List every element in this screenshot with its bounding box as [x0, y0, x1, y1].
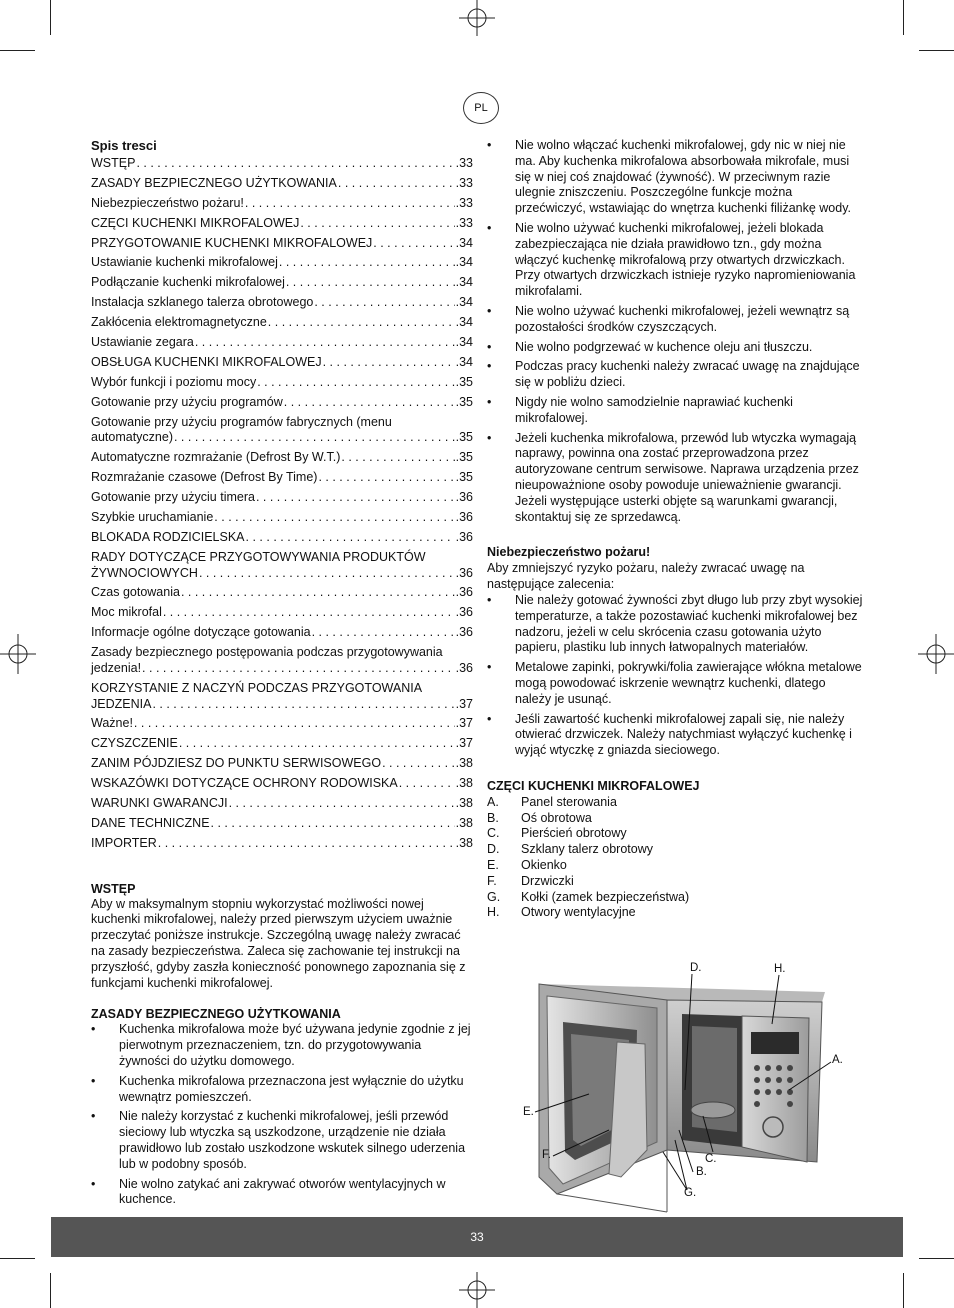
toc-dot-leader — [399, 776, 455, 792]
toc-entry-label: Podłączanie kuchenki mikrofalowej — [91, 275, 285, 290]
toc-dot-leader — [199, 566, 455, 582]
list-item: B. Oś obrotowa — [487, 810, 592, 825]
toc-entry — [91, 585, 473, 601]
toc-entry — [91, 355, 473, 371]
toc-entry-label-line: Zasady bezpiecznego postępowania podczas przygotowywania — [91, 645, 443, 660]
toc-entry-page: .34 — [455, 255, 473, 270]
toc-entry-label: DANE TECHNICZNE — [91, 815, 210, 830]
toc-entry-page: .35 — [455, 430, 473, 445]
toc-entry-label: WSKAZÓWKI DOTYCZĄCE OCHRONY RODOWISKA — [91, 776, 398, 791]
toc-entry-page: .36 — [455, 585, 473, 600]
toc-entry-page: .38 — [455, 815, 473, 830]
toc-dot-leader — [174, 430, 455, 446]
toc-entry-page: .35 — [455, 394, 473, 409]
toc-dot-leader — [152, 697, 454, 713]
toc-dot-leader — [284, 395, 455, 411]
left-column — [91, 138, 473, 1212]
toc-dot-leader — [179, 736, 455, 752]
toc-entry-page: .33 — [455, 215, 473, 230]
fire-list — [487, 593, 863, 759]
microwave-figure — [517, 962, 857, 1217]
toc-entry-page: .36 — [455, 490, 473, 505]
toc-entry-label: Moc mikrofal — [91, 605, 162, 620]
intro-heading: WSTĘP — [91, 881, 136, 896]
toc-entry-page: .33 — [455, 195, 473, 210]
toc-entry-page: .38 — [455, 796, 473, 811]
crop-mark — [919, 50, 954, 51]
list-item: • Nigdy nie wolno samodzielnie naprawiać kuchenki mikrofalowej. — [487, 394, 793, 425]
toc-entry — [91, 216, 473, 232]
toc-entry-label: Instalacja szklanego talerza obrotowego — [91, 295, 314, 310]
registration-mark-left — [0, 634, 38, 674]
toc-dot-leader — [382, 756, 455, 772]
crop-mark — [0, 50, 35, 51]
toc-entry-label-line: RADY DOTYCZĄCE PRZYGOTOWYWANIA PRODUKTÓW — [91, 549, 426, 564]
toc-entry-page: .37 — [455, 696, 473, 711]
right-column — [487, 138, 863, 921]
toc-entry-label: Ustawianie kuchenki mikrofalowej — [91, 255, 278, 270]
crop-mark — [0, 1258, 35, 1259]
list-item: • Jeśli zawartość kuchenki mikrofalowej zapali się, nie należy otwierać drzwiczek. Należy natychmiast wyłączyć kuchenkę i wyjąć wtyczkę z gniazda sieciowego. — [487, 711, 852, 758]
toc-dot-leader — [136, 156, 454, 172]
toc-entry — [91, 510, 473, 526]
list-item: • Nie wolno podgrzewać w kuchence oleju ani tłuszczu. — [487, 339, 813, 354]
toc-entry-label: jedzenia! — [91, 660, 142, 675]
crop-mark — [50, 1273, 51, 1308]
toc-entry-page: .37 — [455, 736, 473, 751]
crop-mark — [50, 0, 51, 35]
toc-entry-label: Wybór funkcji i poziomu mocy — [91, 374, 257, 389]
toc-entry-page: .38 — [455, 776, 473, 791]
toc-entry-page: .33 — [455, 175, 473, 190]
toc-entry — [91, 196, 473, 212]
list-item: D. Szklany talerz obrotowy — [487, 842, 654, 857]
toc-entry-page: .36 — [455, 509, 473, 524]
toc-entry-label: Ważne! — [91, 716, 133, 731]
list-item: E. Okienko — [487, 858, 567, 873]
toc-entry-page: .34 — [455, 275, 473, 290]
toc-entry-label: CZYSZCZENIE — [91, 736, 178, 751]
toc-dot-leader — [268, 315, 455, 331]
toc-entry-page: .34 — [455, 335, 473, 350]
page-number: 33 — [470, 1230, 484, 1244]
toc-entry-page: .36 — [455, 565, 473, 580]
toc-dot-leader — [323, 355, 455, 371]
toc-entry — [91, 550, 473, 582]
toc-entry-label: Zakłócenia elektromagnetyczne — [91, 315, 267, 330]
list-item: • Nie należy korzystać z kuchenki mikrofalowej, jeśli przewód sieciowy lub wtyczka są uszkodzone, urządzenie nie działa prawidłowo lub zostało uszkodzone wskutek silnego uderzenia lub w podobny sposób. — [91, 1109, 466, 1171]
list-item: • Nie wolno włączać kuchenki mikrofalowej, gdy nic w niej nie ma. Aby kuchenka mikrofalowa absorbowała mikrofale, musi się w niej coś znajdować (żywność). W przeciwnym razie ulegnie zniszczeniu. Poszczególne funkcje można przećwiczyć, wstawiając do wnętrza kuchenki filiżankę wody. — [487, 138, 852, 216]
parts-heading: CZĘCI KUCHENKI MIKROFALOWEJ — [487, 778, 700, 793]
toc-entry-label: automatyczne) — [91, 430, 173, 445]
intro-text: Aby w maksymalnym stopniu wykorzystać możliwości nowej kuchenki mikrofalowej, należy przed pierwszym użyciem uważnie przeczytać poniższe instrukcje. Szczególną uwagę należy zwracać na zasady bezpieczeństwa. Zaleca się zachowanie tej instrukcji na przyszłość, gdyby zaszła konieczność ponownego zapoznania się z funkcjami kuchenki mikrofalowej. — [91, 896, 466, 990]
list-item: H. Otwory wentylacyjne — [487, 905, 636, 920]
table-of-contents — [91, 156, 473, 852]
toc-entry-page: .38 — [455, 756, 473, 771]
toc-entry-label: PRZYGOTOWANIE KUCHENKI MIKROFALOWEJ — [91, 235, 373, 250]
toc-dot-leader — [373, 236, 454, 252]
toc-dot-leader — [181, 585, 455, 601]
toc-entry-label: ŻYWNOCIOWYCH — [91, 565, 198, 580]
toc-entry-page: .33 — [455, 156, 473, 170]
figure-label-f: F. — [542, 1149, 551, 1161]
toc-entry-label: Ustawianie zegara — [91, 335, 194, 350]
toc-entry-page: .36 — [455, 529, 473, 544]
toc-entry-label: Informacje ogólne dotyczące gotowania — [91, 625, 311, 640]
toc-entry-label: WARUNKI GWARANCJI — [91, 796, 228, 811]
toc-entry-page: .35 — [455, 450, 473, 465]
toc-entry-label: Gotowanie przy użyciu timera — [91, 490, 255, 505]
toc-dot-leader — [195, 335, 455, 351]
toc-entry-page: .34 — [455, 295, 473, 310]
toc-entry — [91, 530, 473, 546]
toc-dot-leader — [341, 450, 454, 466]
toc-entry — [91, 176, 473, 192]
toc-entry-label: WSTĘP — [91, 156, 136, 170]
figure-label-e: E. — [523, 1106, 534, 1118]
microwave-illustration — [517, 962, 857, 1217]
toc-dot-leader — [314, 295, 454, 311]
list-item: • Metalowe zapinki, pokrywki/folia zawierające włókna metalowe mogą powodować iskrzenie wewnątrz kuchenki, dlatego należy je usunąć. — [487, 660, 862, 706]
toc-entry — [91, 275, 473, 291]
list-item: • Jeżeli kuchenka mikrofalowa, przewód lub wtyczka wymagają naprawy, powinna ona zostać przeprowadzona przez autoryzowane centrum serwisowe. Naprawa urządzenia przez nieupoważnione osoby powoduje unieważnienie gwarancji. Jeżeli występujące usterki objęte są warunkami gwarancji, skontaktuj się ze sprzedawcą. — [487, 430, 859, 524]
list-item: C. Pierścień obrotowy — [487, 826, 627, 841]
toc-dot-leader — [142, 661, 455, 677]
crop-mark — [903, 1273, 904, 1308]
toc-entry — [91, 255, 473, 271]
toc-dot-leader — [286, 275, 455, 291]
toc-dot-leader — [214, 510, 454, 526]
toc-entry-label: Szybkie uruchamianie — [91, 509, 214, 524]
toc-entry-label: ZANIM PÓJDZIESZ DO PUNKTU SERWISOWEGO — [91, 756, 382, 771]
safety-heading: ZASADY BEZPIECZNEGO UŻYTKOWANIA — [91, 1007, 341, 1022]
toc-entry-label: Czas gotowania — [91, 585, 180, 600]
toc-dot-leader — [246, 530, 455, 546]
toc-dot-leader — [318, 470, 454, 486]
figure-label-b: B. — [696, 1166, 707, 1178]
toc-entry-page: .38 — [455, 835, 473, 850]
toc-entry — [91, 395, 473, 411]
toc-entry-label: IMPORTER — [91, 835, 157, 850]
toc-entry-label: BLOKADA RODZICIELSKA — [91, 529, 245, 544]
toc-entry — [91, 415, 473, 447]
figure-label-d: D. — [690, 962, 702, 974]
toc-entry-page: .37 — [455, 716, 473, 731]
toc-dot-leader — [257, 375, 454, 391]
toc-entry-page: .36 — [455, 625, 473, 640]
toc-entry — [91, 295, 473, 311]
figure-label-c: C. — [705, 1153, 717, 1165]
toc-entry — [91, 236, 473, 252]
toc-entry — [91, 756, 473, 772]
toc-dot-leader — [312, 625, 455, 641]
crop-mark — [903, 0, 904, 35]
safety-list-right — [487, 138, 863, 525]
list-item: • Nie wolno używać kuchenki mikrofalowej, jeżeli wewnątrz są pozostałości środków czyszczących. — [487, 303, 850, 334]
toc-entry-label: Rozmrażanie czasowe (Defrost By Time) — [91, 470, 318, 485]
toc-entry — [91, 625, 473, 641]
toc-title: Spis tresci — [91, 138, 157, 153]
toc-entry-label: Niebezpieczeństwo pożaru! — [91, 195, 244, 210]
toc-entry-label: Gotowanie przy użyciu programów — [91, 394, 283, 409]
toc-entry — [91, 375, 473, 391]
parts-list — [487, 795, 863, 921]
toc-entry-page: .36 — [455, 605, 473, 620]
list-item: F. Drzwiczki — [487, 873, 574, 888]
toc-entry-page: .34 — [455, 315, 473, 330]
toc-entry-label-line: KORZYSTANIE Z NACZYŃ PODCZAS PRZYGOTOWANIA — [91, 680, 423, 695]
page-footer — [51, 1217, 903, 1257]
list-item: • Nie wolno zatykać ani zakrywać otworów wentylacyjnych w kuchence. — [91, 1176, 446, 1207]
toc-entry — [91, 605, 473, 621]
fire-intro: Aby zmniejszyć ryzyko pożaru, należy zwracać uwagę na następujące zalecenia: — [487, 561, 805, 592]
toc-entry-label: OBSŁUGA KUCHENKI MIKROFALOWEJ — [91, 354, 322, 369]
list-item: G. Kołki (zamek bezpieczeństwa) — [487, 889, 690, 904]
safety-list-left — [91, 1022, 473, 1208]
toc-entry — [91, 796, 473, 812]
toc-entry — [91, 315, 473, 331]
registration-mark-bottom — [457, 1270, 497, 1308]
toc-entry-page: .34 — [455, 235, 473, 250]
toc-dot-leader — [279, 255, 455, 271]
toc-dot-leader — [229, 796, 455, 812]
toc-entry-page: .34 — [455, 354, 473, 369]
toc-entry — [91, 776, 473, 792]
toc-dot-leader — [134, 716, 455, 732]
toc-dot-leader — [211, 816, 455, 832]
toc-entry-page: .36 — [455, 660, 473, 675]
toc-dot-leader — [256, 490, 455, 506]
toc-dot-leader — [163, 605, 455, 621]
toc-entry-label: ZASADY BEZPIECZNEGO UŻYTKOWANIA — [91, 175, 337, 190]
list-item: • Podczas pracy kuchenki należy zwracać uwagę na znajdujące się w pobliżu dzieci. — [487, 359, 860, 390]
toc-dot-leader — [300, 216, 454, 232]
list-item: • Kuchenka mikrofalowa może być używana jedynie zgodnie z jej pierwotnym przeznaczeniem, tzn. do przygotowywania żywności do użytku domowego. — [91, 1022, 471, 1069]
toc-entry-label: Automatyczne rozmrażanie (Defrost By W.T.) — [91, 450, 341, 465]
list-item: • Nie należy gotować żywności zbyt długo lub przy zbyt wysokiej temperaturze, a także pozostawiać kuchenki mikrofalowej bez nadzoru, jeżeli w celu skrócenia czasu gotowania użyto papieru, plastiku lub innych łatwopalnych materiałów. — [487, 592, 863, 655]
toc-entry — [91, 681, 473, 713]
toc-entry-label: CZĘCI KUCHENKI MIKROFALOWEJ — [91, 215, 300, 230]
toc-dot-leader — [338, 176, 455, 192]
toc-entry — [91, 156, 473, 172]
toc-entry — [91, 736, 473, 752]
toc-entry-page: .35 — [455, 470, 473, 485]
toc-entry — [91, 450, 473, 466]
registration-mark-right — [916, 634, 954, 674]
toc-entry-label: JEDZENIA — [91, 696, 152, 711]
toc-entry — [91, 716, 473, 732]
list-item: • Kuchenka mikrofalowa przeznaczona jest wyłącznie do użytku wewnątrz pomieszczeń. — [91, 1073, 464, 1104]
crop-mark — [919, 1258, 954, 1259]
list-item: A. Panel sterowania — [487, 794, 617, 809]
figure-label-g: G. — [684, 1187, 697, 1199]
toc-entry — [91, 470, 473, 486]
toc-entry-label-line: Gotowanie przy użyciu programów fabrycznych (menu — [91, 414, 392, 429]
toc-entry — [91, 816, 473, 832]
figure-label-h: H. — [774, 963, 786, 975]
toc-entry — [91, 645, 473, 677]
toc-entry — [91, 335, 473, 351]
figure-label-a: A. — [832, 1054, 843, 1066]
language-badge: PL — [463, 92, 499, 124]
list-item: • Nie wolno używać kuchenki mikrofalowej, jeżeli blokada zabezpieczająca nie działa prawidłowo tzn., gdy można włączyć kuchenkę mikrofalową przy otwartych drzwiczkach. Przy otwartych drzwiczkach istnieje ryzyko napromieniowania mikrofalami. — [487, 220, 856, 299]
toc-dot-leader — [158, 836, 455, 852]
registration-mark-top — [457, 0, 497, 38]
toc-dot-leader — [245, 196, 455, 212]
toc-entry — [91, 490, 473, 506]
toc-entry — [91, 836, 473, 852]
toc-entry-page: .35 — [455, 374, 473, 389]
fire-heading: Niebezpieczeństwo pożaru! — [487, 545, 651, 560]
